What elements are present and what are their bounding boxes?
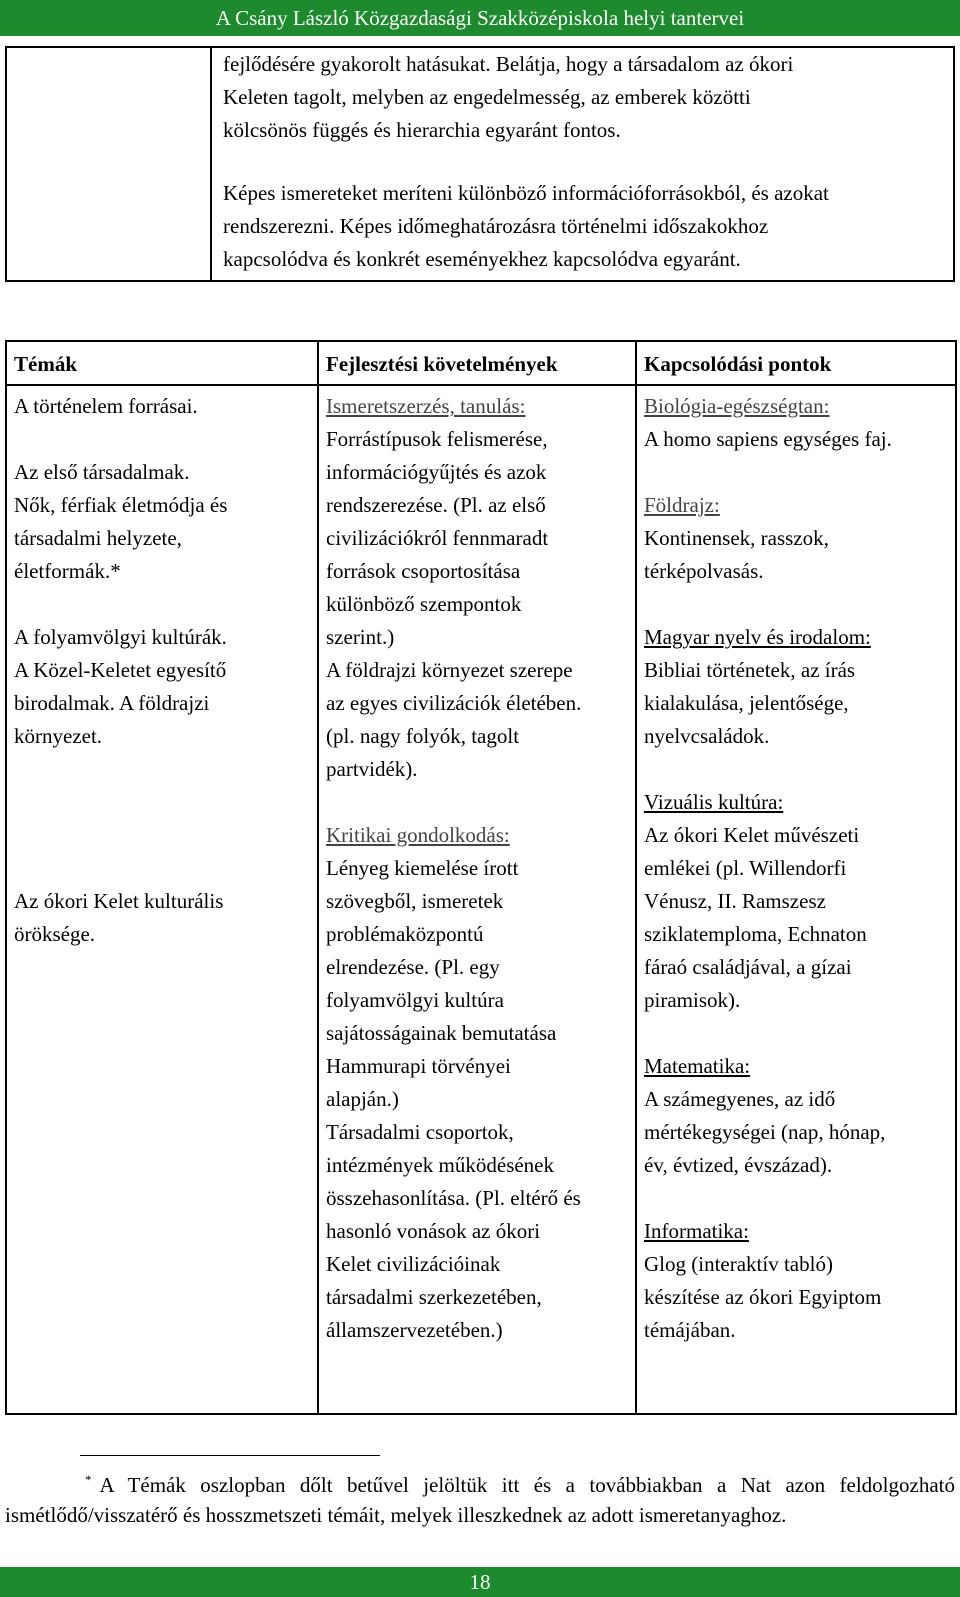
connection-line: Glog (interaktív tabló) (644, 1252, 833, 1276)
topic-line: öröksége. (14, 922, 96, 946)
footnote-separator (80, 1455, 380, 1456)
connection-line: témájában. (644, 1318, 736, 1342)
connection-line: A homo sapiens egységes faj. (644, 427, 892, 451)
connection-line: Bibliai történetek, az írás (644, 658, 856, 682)
objectives-box (5, 46, 955, 282)
connection-line: Az ókori Kelet művészeti (644, 823, 860, 847)
requirements-heading-critical: Kritikai gondolkodás: (326, 823, 510, 847)
page-footer (0, 1567, 960, 1597)
requirement-line: az egyes civilizációk életében. (326, 691, 582, 715)
requirement-line: összehasonlítása. (Pl. eltérő és (326, 1186, 581, 1210)
objectives-line: kapcsolódva és konkrét eseményekhez kapcsolódva egyaránt. (223, 247, 741, 271)
requirement-line: társadalmi szerkezetében, (326, 1285, 542, 1309)
connection-heading-math: Matematika: (644, 1054, 751, 1078)
connection-line: nyelvcsaládok. (644, 724, 770, 748)
topic-line: Az ókori Kelet kulturális (14, 889, 224, 913)
requirement-line: A földrajzi környezet szerepe (326, 658, 573, 682)
requirement-line: hasonló vonások az ókori (326, 1219, 541, 1243)
requirement-line: Forrástípusok felismerése, (326, 427, 548, 451)
page-header (0, 0, 960, 36)
connection-heading-literature: Magyar nyelv és irodalom: (644, 625, 871, 649)
connections-cell (636, 385, 956, 1414)
connection-heading-biology: Biológia-egészségtan: (644, 394, 830, 418)
objectives-line: kölcsönös függés és hierarchia egyaránt fontos. (223, 118, 621, 142)
header-title: A Csány László Közgazdasági Szakközépiskola helyi tantervei (215, 6, 745, 30)
connection-line: térképolvasás. (644, 559, 764, 583)
connection-line: kialakulása, jelentősége, (644, 691, 849, 715)
connection-line: év, évtized, évszázad). (644, 1153, 833, 1177)
objectives-line: Keleten tagolt, melyben az engedelmesség, az emberek közötti (223, 85, 751, 109)
requirement-line: információgyűjtés és azok (326, 460, 547, 484)
topic-line: Az első társadalmak. (14, 460, 190, 484)
header-connections: Kapcsolódási pontok (636, 341, 956, 385)
requirement-line: (pl. nagy folyók, tagolt (326, 724, 520, 748)
requirement-line: sajátosságainak bemutatása (326, 1021, 557, 1045)
connection-heading-visual: Vizuális kultúra: (644, 790, 784, 814)
topics-cell (6, 385, 318, 1414)
topic-line: életformák.* (14, 559, 121, 583)
topic-line: birodalmak. A földrajzi (14, 691, 210, 715)
topic-line: társadalmi helyzete, (14, 526, 182, 550)
objectives-text (214, 48, 953, 276)
requirement-line: folyamvölgyi kultúra (326, 988, 504, 1012)
connection-line: A számegyenes, az idő (644, 1087, 836, 1111)
requirement-line: intézmények működésének (326, 1153, 555, 1177)
objectives-line: Képes ismereteket meríteni különböző információforrásokból, és azokat (223, 181, 829, 205)
requirement-line: rendszerezése. (Pl. az első (326, 493, 546, 517)
page-number: 18 (469, 1570, 491, 1594)
footnote (5, 1470, 955, 1530)
topic-line: A történelem forrásai. (14, 394, 198, 418)
footnote-mark: * (85, 1472, 92, 1487)
requirement-line: problémaközpontú (326, 922, 484, 946)
header-requirements: Fejlesztési követelmények (318, 341, 636, 385)
connection-line: fáraó családjával, a gízai (644, 955, 852, 979)
connection-line: emlékei (pl. Willendorfi (644, 856, 847, 880)
topic-line: A folyamvölgyi kultúrák. (14, 625, 227, 649)
topic-line: A Közel-Keletet egyesítő (14, 658, 227, 682)
requirement-line: partvidék). (326, 757, 418, 781)
requirement-line: Kelet civilizációinak (326, 1252, 501, 1276)
requirement-line: források csoportosítása (326, 559, 521, 583)
curriculum-table (5, 340, 957, 1415)
requirements-heading-learning: Ismeretszerzés, tanulás: (326, 394, 526, 418)
requirement-line: elrendezése. (Pl. egy (326, 955, 500, 979)
requirement-line: Társadalmi csoportok, (326, 1120, 514, 1144)
topic-line: környezet. (14, 724, 103, 748)
objectives-left-column (7, 48, 212, 280)
objectives-line: fejlődésére gyakorolt hatásukat. Belátja, hogy a társadalom az ókori (223, 52, 794, 76)
footnote-text: A Témák oszlopban dőlt betűvel jelöltük itt és a továbbiakban a Nat azon feldolgozható ismétlődő/visszatérő és hosszmetszeti témáit, melyek illeszkednek az adott ismeretanyaghoz. (5, 1473, 955, 1527)
requirement-line: civilizációkról fennmaradt (326, 526, 549, 550)
requirement-line: Hammurapi törvényei (326, 1054, 511, 1078)
requirement-line: szövegből, ismeretek (326, 889, 504, 913)
header-topics: Témák (6, 341, 318, 385)
connection-line: Kontinensek, rasszok, (644, 526, 829, 550)
requirement-line: alapján.) (326, 1087, 399, 1111)
connection-line: piramisok). (644, 988, 741, 1012)
topic-line: Nők, férfiak életmódja és (14, 493, 228, 517)
objectives-line: rendszerezni. Képes időmeghatározásra történelmi időszakokhoz (223, 214, 769, 238)
connection-line: készítése az ókori Egyiptom (644, 1285, 882, 1309)
connection-line: Vénusz, II. Ramszesz (644, 889, 826, 913)
connection-line: sziklatemploma, Echnaton (644, 922, 867, 946)
connection-heading-informatics: Informatika: (644, 1219, 749, 1243)
requirement-line: Lényeg kiemelése írott (326, 856, 519, 880)
table-row (6, 385, 956, 1414)
requirement-line: különböző szempontok (326, 592, 522, 616)
table-header-row (6, 341, 956, 385)
connection-heading-geography: Földrajz: (644, 493, 720, 517)
requirement-line: szerint.) (326, 625, 395, 649)
requirement-line: államszervezetében.) (326, 1318, 503, 1342)
requirements-cell (318, 385, 636, 1414)
connection-line: mértékegységei (nap, hónap, (644, 1120, 886, 1144)
